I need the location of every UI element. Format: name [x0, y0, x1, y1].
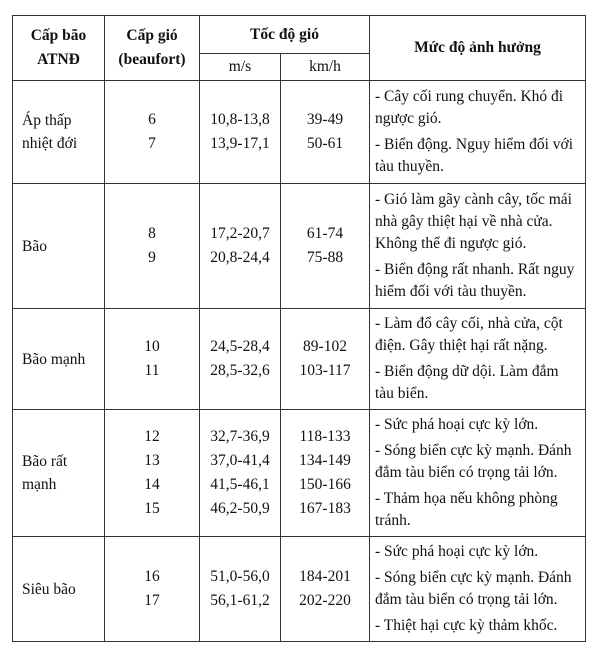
table-row	[13, 81, 586, 184]
table-row	[13, 410, 586, 537]
storm-scale-table	[12, 15, 586, 642]
speed-kmh-value: 150-166	[299, 476, 351, 493]
speed-kmh-value: 184-201	[299, 568, 351, 585]
impact-item: - Biển động. Nguy hiểm đối với tàu thuyền.	[375, 136, 574, 175]
wind-level-cell	[105, 537, 200, 642]
header-unit-ms: m/s	[200, 54, 281, 81]
speed-ms-cell	[200, 81, 281, 184]
header-unit-kmh: km/h	[281, 54, 370, 81]
speed-ms-value: 20,8-24,4	[210, 249, 270, 266]
speed-ms-cell	[200, 309, 281, 410]
speed-kmh-value: 202-220	[299, 592, 351, 609]
impact-item: - Cây cối rung chuyển. Khó đi ngược gió.	[375, 88, 564, 127]
wind-level-value: 16	[144, 568, 160, 585]
speed-ms-value: 51,0-56,0	[210, 568, 270, 585]
wind-level-value: 14	[144, 476, 160, 493]
impact-cell	[370, 537, 586, 642]
impact-cell	[370, 81, 586, 184]
table-row	[13, 309, 586, 410]
speed-ms-cell	[200, 410, 281, 537]
impact-item: - Sóng biển cực kỳ mạnh. Đánh đắm tàu biển có trọng tải lớn.	[375, 569, 572, 608]
wind-level-cell	[105, 184, 200, 309]
header-wind-level: Cấp gió (beaufort)	[105, 16, 200, 81]
speed-ms-value: 46,2-50,9	[210, 500, 270, 517]
impact-item: - Thiệt hại cực kỳ thảm khốc.	[375, 617, 558, 634]
storm-category-cell: Siêu bão	[13, 537, 105, 642]
wind-level-value: 10	[144, 338, 160, 355]
speed-kmh-cell	[281, 184, 370, 309]
speed-kmh-value: 75-88	[306, 249, 344, 266]
speed-kmh-value: 167-183	[299, 500, 351, 517]
impact-item: - Sức phá hoại cực kỳ lớn.	[375, 416, 539, 433]
wind-level-value: 7	[148, 135, 156, 152]
wind-level-value: 6	[148, 111, 156, 128]
wind-level-cell	[105, 81, 200, 184]
speed-ms-value: 24,5-28,4	[210, 338, 270, 355]
speed-ms-cell	[200, 537, 281, 642]
speed-kmh-value: 118-133	[299, 428, 351, 445]
speed-kmh-cell	[281, 410, 370, 537]
impact-item: - Làm đổ cây cối, nhà cửa, cột điện. Gây thiệt hại rất nặng.	[375, 315, 563, 354]
speed-ms-cell	[200, 184, 281, 309]
speed-ms-value: 17,2-20,7	[210, 225, 270, 242]
speed-kmh-value: 89-102	[303, 338, 347, 355]
impact-item: - Sức phá hoại cực kỳ lớn.	[375, 543, 539, 560]
speed-kmh-value: 39-49	[306, 111, 344, 128]
speed-ms-value: 28,5-32,6	[210, 362, 270, 379]
storm-category-cell: Bão rất mạnh	[13, 410, 105, 537]
wind-level-value: 12	[144, 428, 160, 445]
speed-ms-value: 56,1-61,2	[210, 592, 270, 609]
speed-kmh-cell	[281, 537, 370, 642]
impact-item: - Thảm họa nếu không phòng tránh.	[375, 490, 558, 529]
table-row	[13, 537, 586, 642]
storm-category-cell: Bão mạnh	[13, 309, 105, 410]
wind-level-value: 17	[144, 592, 160, 609]
impact-item: - Gió làm gãy cành cây, tốc mái nhà gây thiệt hại về nhà cửa. Không thể đi ngược gió.	[375, 191, 572, 252]
header-wind-speed: Tốc độ gió	[200, 16, 370, 54]
speed-kmh-value: 50-61	[306, 135, 344, 152]
impact-item: - Sóng biển cực kỳ mạnh. Đánh đắm tàu biển có trọng tải lớn.	[375, 442, 572, 481]
speed-ms-value: 13,9-17,1	[210, 135, 270, 152]
speed-ms-value: 32,7-36,9	[210, 428, 270, 445]
impact-item: - Biển động rất nhanh. Rất nguy hiểm đối với tàu thuyền.	[375, 261, 575, 300]
wind-level-cell	[105, 309, 200, 410]
wind-level-value: 8	[148, 225, 156, 242]
speed-kmh-value: 134-149	[299, 452, 351, 469]
speed-kmh-value: 103-117	[299, 362, 351, 379]
speed-kmh-value: 61-74	[306, 225, 344, 242]
storm-scale-table-wrapper	[12, 15, 586, 642]
table-body	[13, 81, 586, 642]
impact-cell	[370, 309, 586, 410]
storm-category-cell: Áp thấp nhiệt đới	[13, 81, 105, 184]
speed-kmh-cell	[281, 81, 370, 184]
table-row	[13, 184, 586, 309]
wind-level-value: 13	[144, 452, 160, 469]
impact-cell	[370, 410, 586, 537]
speed-ms-value: 10,8-13,8	[210, 111, 270, 128]
speed-ms-value: 41,5-46,1	[210, 476, 270, 493]
header-impact: Mức độ ảnh hưởng	[370, 16, 586, 81]
wind-level-value: 11	[144, 362, 160, 379]
speed-ms-value: 37,0-41,4	[210, 452, 270, 469]
speed-kmh-cell	[281, 309, 370, 410]
storm-category-cell: Bão	[13, 184, 105, 309]
impact-item: - Biển động dữ dội. Làm đắm tàu biển.	[375, 363, 559, 402]
header-storm-category: Cấp bão ATNĐ	[13, 16, 105, 81]
wind-level-cell	[105, 410, 200, 537]
wind-level-value: 9	[148, 249, 156, 266]
wind-level-value: 15	[144, 500, 160, 517]
impact-cell	[370, 184, 586, 309]
